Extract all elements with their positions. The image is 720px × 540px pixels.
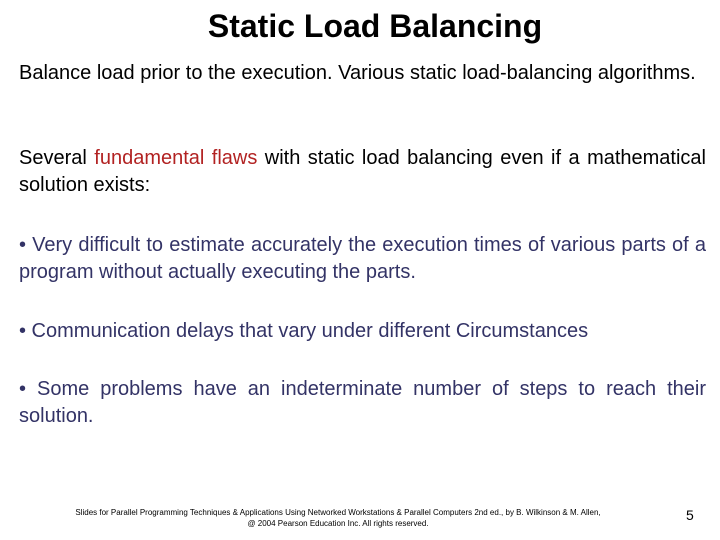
flaws-text-before: Several	[19, 147, 95, 169]
footer-line-2: @ 2004 Pearson Education Inc. All rights reserved.	[247, 519, 429, 528]
footer-credits	[33, 507, 643, 529]
flaws-paragraph	[19, 145, 706, 199]
bullet-estimate-execution-times: • Very difficult to estimate accurately the execution times of various parts of a program without actually executing the parts.	[19, 234, 706, 283]
page-number: 5	[686, 507, 694, 523]
flaws-text-after: with static load balancing even if a mathematical solution exists:	[19, 147, 706, 196]
intro-paragraph: Balance load prior to the execution. Various static load-balancing algorithms.	[19, 62, 696, 84]
slide-title: Static Load Balancing	[207, 8, 543, 44]
bullet-communication-delays: • Communication delays that vary under different Circumstances	[19, 320, 589, 342]
bullet-indeterminate-steps: • Some problems have an indeterminate number of steps to reach their solution.	[19, 378, 706, 427]
fundamental-flaws-highlight: fundamental flaws	[94, 147, 258, 169]
footer-line-1: Slides for Parallel Programming Techniques & Applications Using Networked Workstations & Parallel Computers 2nd ed., by B. Wilkinson & M. Allen,	[75, 508, 601, 517]
